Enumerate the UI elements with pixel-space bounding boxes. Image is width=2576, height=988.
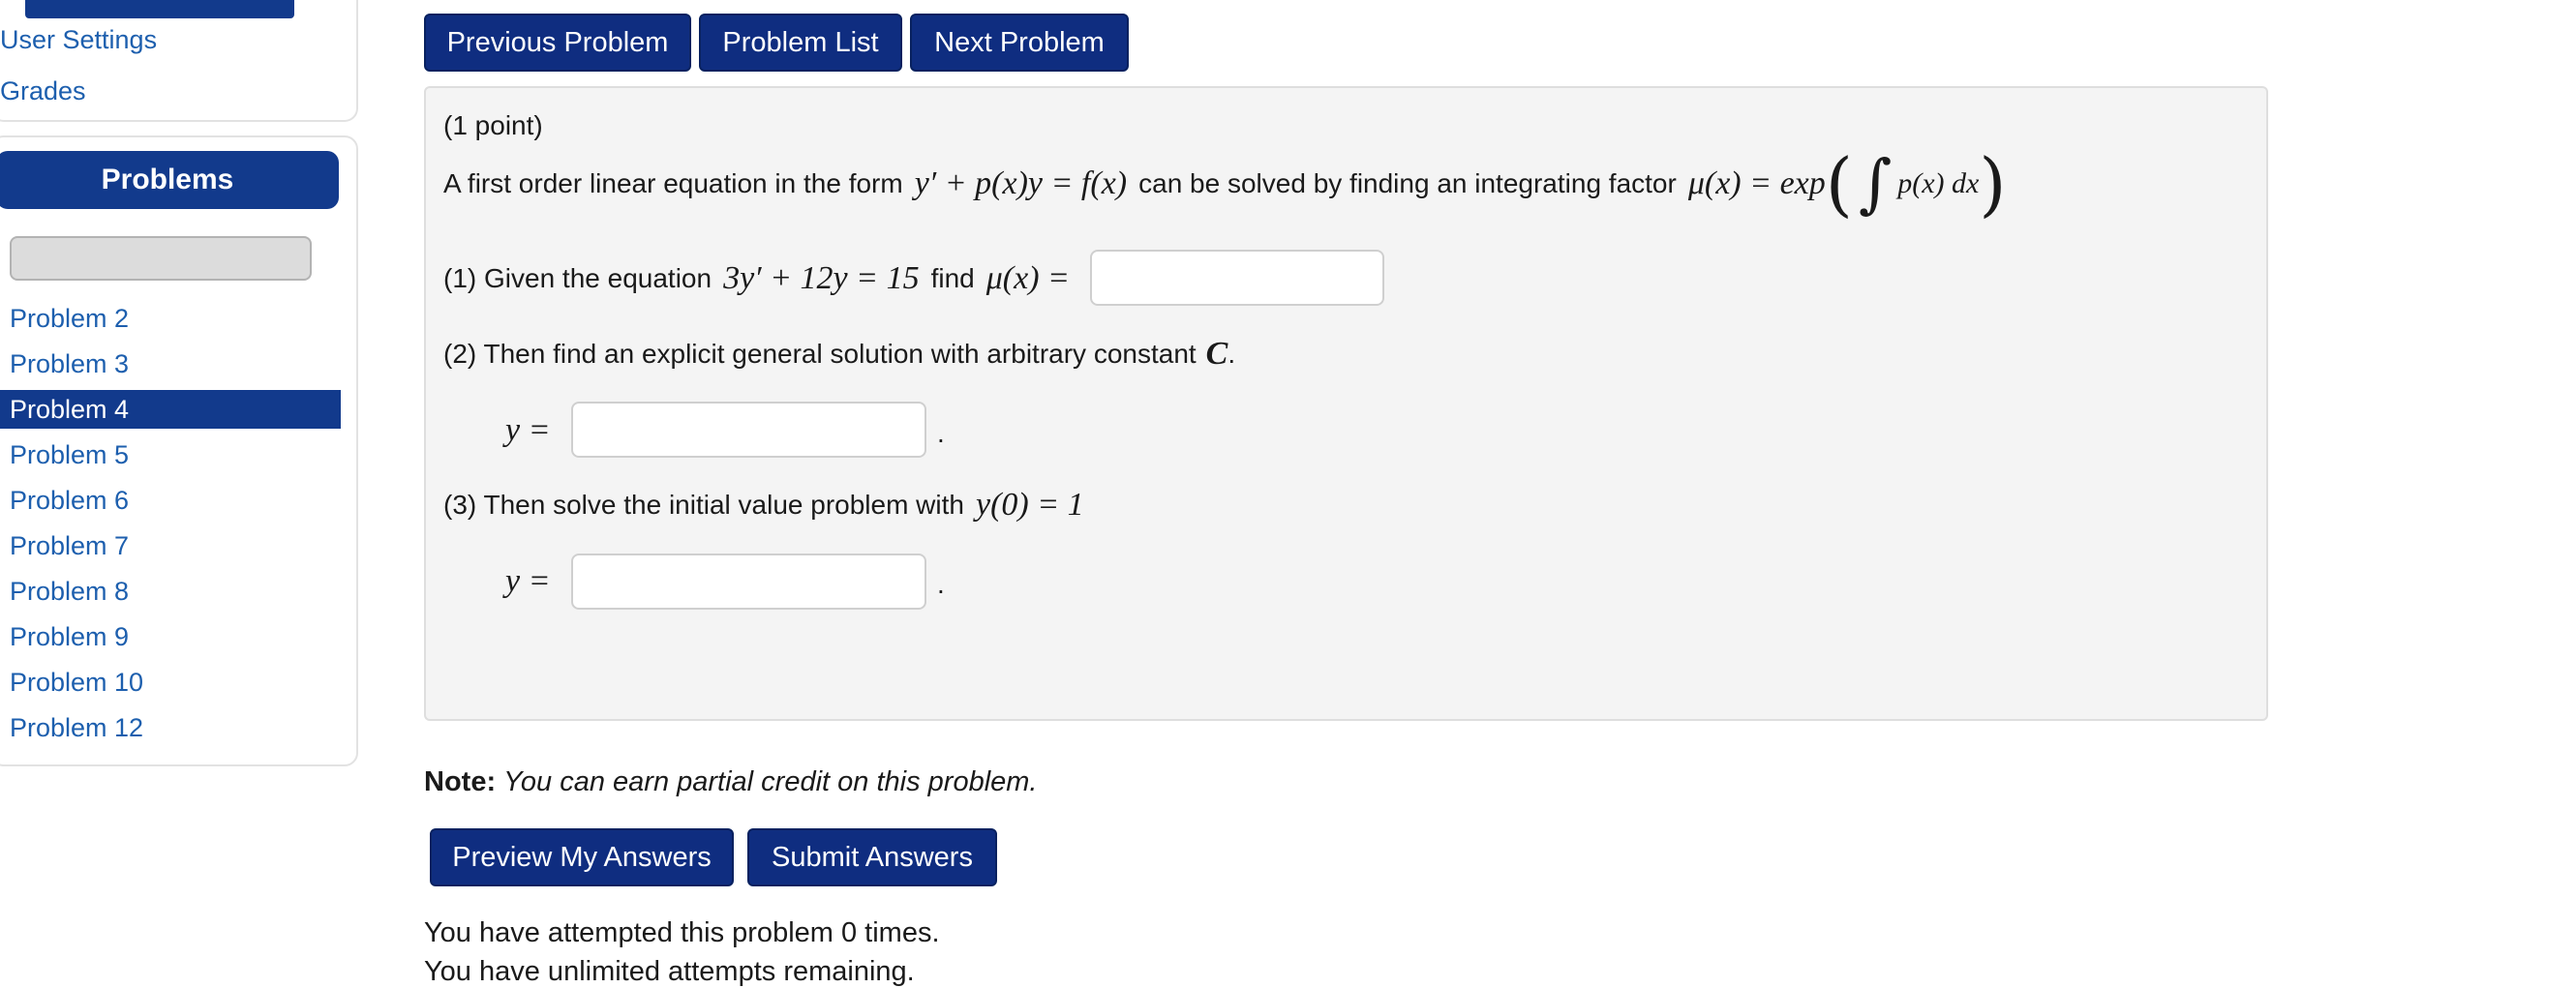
y-equals-label: y =: [505, 563, 551, 599]
y-label-ivp: [505, 554, 551, 610]
answer-input-general-solution[interactable]: [571, 402, 926, 458]
q1-find: find: [930, 263, 975, 293]
q2-period: .: [1227, 339, 1236, 369]
integrand: p(x) dx: [1897, 167, 1980, 199]
problem-points: (1 point): [443, 110, 543, 140]
previous-problem-button[interactable]: Previous Problem: [424, 14, 691, 72]
sidebar-link-grades[interactable]: Grades: [0, 76, 86, 105]
q3-text: (3) Then solve the initial value problem with: [443, 490, 964, 520]
sidebar-item-problem-10[interactable]: Problem 10: [10, 668, 144, 697]
q2-text: (2) Then find an explicit general solution with arbitrary constant: [443, 339, 1197, 369]
attempts-status: You have attempted this problem 0 times.: [424, 917, 940, 948]
q2-constant: C: [1205, 336, 1228, 372]
q1-text: (1) Given the equation: [443, 263, 712, 293]
note-label: Note:: [424, 766, 497, 797]
q1-mu: μ(x) =: [985, 260, 1070, 296]
q1-equation: 3y′ + 12y = 15: [723, 260, 920, 296]
sidebar-item-problem-4[interactable]: Problem 4: [0, 390, 341, 429]
answer-input-ivp-solution[interactable]: [571, 554, 926, 610]
sidebar-item-problem-5[interactable]: Problem 5: [10, 440, 130, 469]
ivp-solution-period: .: [937, 569, 945, 599]
problem-list: [0, 296, 341, 751]
y-label-general: [505, 403, 551, 459]
intro-mid-text: can be solved by finding an integrating factor: [1138, 168, 1677, 198]
submit-answers-button[interactable]: Submit Answers: [747, 828, 997, 886]
problem-set-select[interactable]: [10, 236, 312, 281]
q3-initial-condition: y(0) = 1: [975, 487, 1084, 523]
intro-equation: y′ + p(x)y = f(x): [914, 165, 1128, 201]
problem-intro: [443, 143, 2007, 225]
sidebar-link-user-settings[interactable]: User Settings: [0, 25, 158, 54]
note-text: You can earn partial credit on this problem.: [503, 766, 1038, 797]
sidebar-current-problem-tab[interactable]: [25, 0, 294, 18]
partial-credit-note: [424, 766, 1037, 798]
general-solution-period: .: [937, 418, 945, 448]
integrating-factor-mu: μ(x) = exp: [1687, 165, 1826, 201]
sidebar-item-problem-8[interactable]: Problem 8: [10, 577, 130, 606]
attempts-remaining: You have unlimited attempts remaining.: [424, 956, 915, 987]
right-paren: ): [1979, 143, 2007, 225]
preview-answers-button[interactable]: Preview My Answers: [430, 828, 734, 886]
problem-list-button[interactable]: Problem List: [699, 14, 902, 72]
sidebar-item-problem-6[interactable]: Problem 6: [10, 486, 130, 515]
left-paren: (: [1825, 143, 1853, 225]
sidebar-item-problem-12[interactable]: Problem 12: [10, 713, 144, 742]
answer-input-mu[interactable]: [1090, 250, 1384, 306]
question-1: [443, 250, 1070, 308]
question-3: [443, 486, 1084, 524]
problems-header: Problems: [0, 151, 339, 209]
question-2: [443, 335, 1235, 374]
sidebar-item-problem-7[interactable]: Problem 7: [10, 531, 130, 560]
y-equals-label: y =: [505, 412, 551, 448]
sidebar-item-problem-2[interactable]: Problem 2: [10, 304, 130, 333]
next-problem-button[interactable]: Next Problem: [910, 14, 1129, 72]
sidebar-item-problem-9[interactable]: Problem 9: [10, 622, 130, 651]
intro-text: A first order linear equation in the form: [443, 168, 903, 198]
sidebar-item-problem-3[interactable]: Problem 3: [10, 349, 130, 378]
integral-sign: ∫: [1858, 146, 1893, 221]
